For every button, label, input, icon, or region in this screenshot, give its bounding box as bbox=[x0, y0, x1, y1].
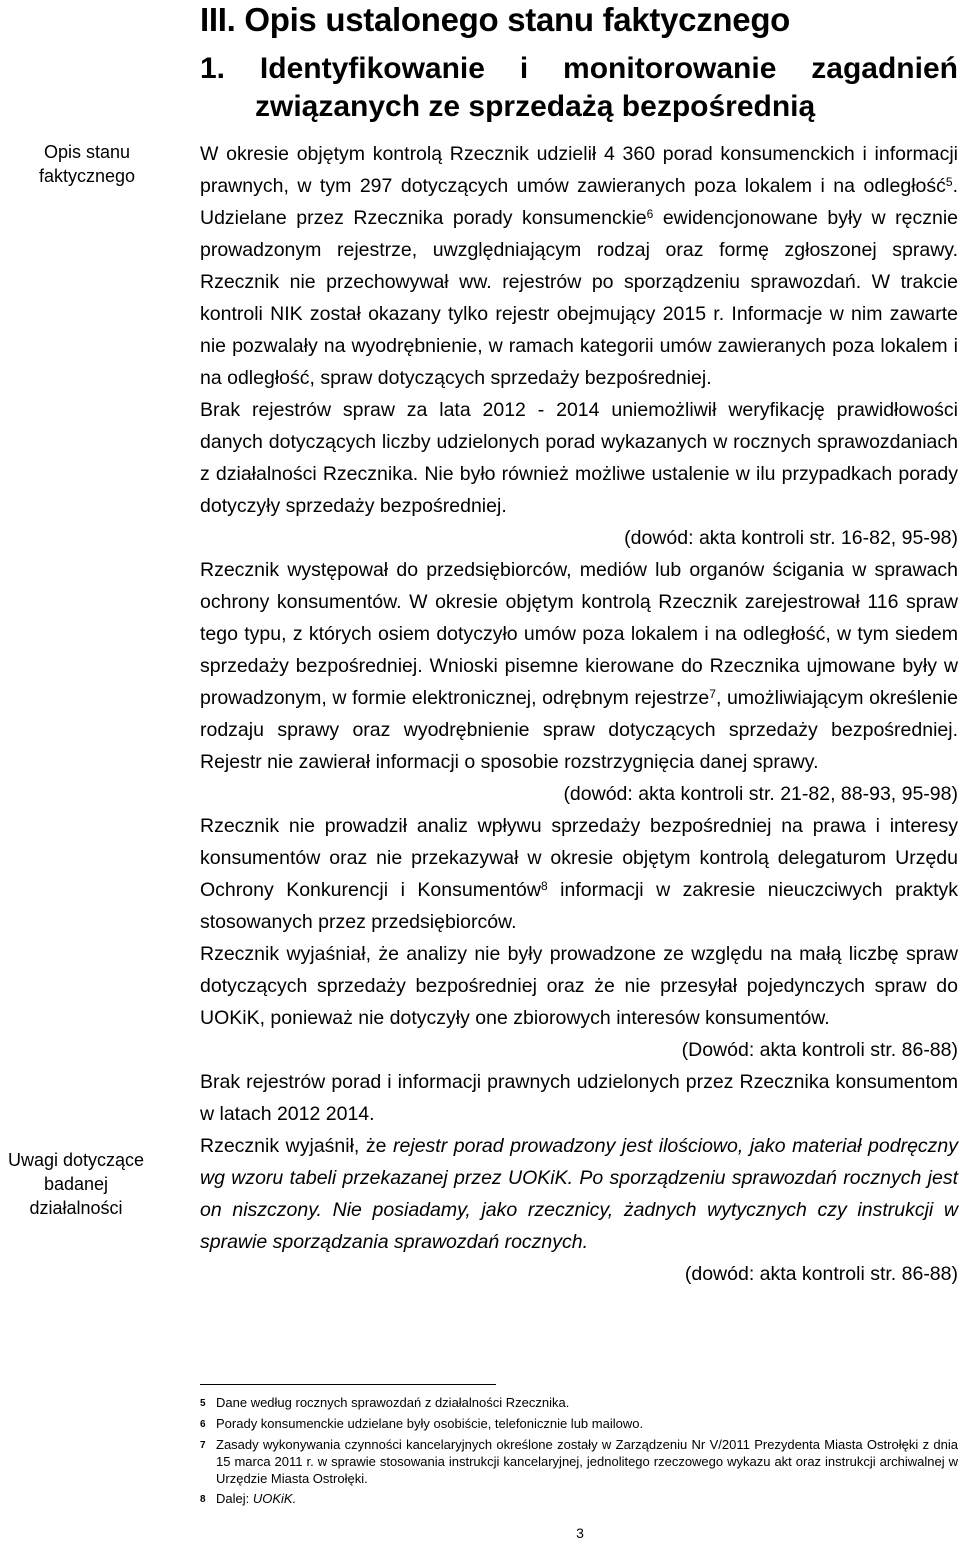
subsection-number: 1. bbox=[200, 52, 226, 85]
page-number-text: 3 bbox=[576, 1525, 584, 1541]
text-run: Rzecznik nie prowadził analiz wpływu sprzedaży bezpośredniej na prawa i interesy konsumentów oraz nie przekazywał w okresie objętym kontrolą delegaturom Urzędu Ochrony Konkurencji i Konsumentów bbox=[200, 815, 958, 901]
footnote-number: 6 bbox=[200, 1419, 206, 1430]
paragraph-2: Brak rejestrów spraw za lata 2012 - 2014 uniemożliwił weryfikację prawidłowości danych dotyczących liczby udzielonych porad wykazanych w rocznych sprawozdaniach z działalności Rzecznika. Nie było również możliwe ustalenie w ilu przypadkach porady dotyczyły sprzedaży bezpośredniej. bbox=[200, 399, 958, 517]
text-run: informacji w zakresie nieuczciwych praktyk stosowanych przez przedsiębiorców. bbox=[200, 879, 958, 933]
subsection-heading bbox=[200, 50, 958, 126]
footnote-number: 5 bbox=[200, 1398, 206, 1409]
sidebar-label-line: badanej działalności bbox=[29, 1174, 123, 1218]
sidebar-label-line: faktycznego bbox=[38, 166, 136, 186]
footnote-text: Dane według rocznych sprawozdań z działalności Rzecznika. bbox=[216, 1395, 570, 1410]
footnote-6 bbox=[200, 1415, 958, 1433]
footnote-7 bbox=[200, 1436, 958, 1487]
subsection-heading-line1 bbox=[200, 50, 958, 88]
body-text bbox=[200, 138, 958, 1290]
footnote-5 bbox=[200, 1394, 958, 1412]
paragraph-1 bbox=[200, 138, 958, 394]
heading-word: i bbox=[519, 52, 529, 85]
footnote-ref-6[interactable]: 6 bbox=[646, 207, 654, 221]
footnote-text: Zasady wykonywania czynności kancelaryjnych określone zostały w Zarządzeniu Nr V/2011 Prezydenta Miasta Ostrołęki z dnia 15 marca 2011 r. w sprawie stosowania instrukcji kancelaryjnej, jednolitego rzeczowego wykazu akt oraz instrukcji archiwalnej w Urzędzie Miasta Ostrołęki. bbox=[216, 1437, 958, 1486]
footnotes bbox=[200, 1394, 958, 1511]
evidence-reference: (dowód: akta kontroli str. 86-88) bbox=[684, 1263, 958, 1285]
text-run: , umożliwiającym określenie rodzaju sprawy oraz wyodrębnienie spraw dotyczących sprzedaży bezpośredniej. Rejestr nie zawierał informacji o sposobie rozstrzygnięcia danej sprawy. bbox=[200, 687, 958, 773]
paragraph-3 bbox=[200, 554, 958, 778]
footnote-ref-5[interactable]: 5 bbox=[945, 175, 953, 189]
paragraph-7 bbox=[200, 1130, 958, 1258]
heading-word: zagadnień bbox=[811, 52, 958, 85]
paragraph-4 bbox=[200, 810, 958, 938]
subsection-heading-line2: związanych ze sprzedażą bezpośrednią bbox=[255, 90, 816, 123]
sidebar-label-line: Opis stanu bbox=[43, 142, 131, 162]
sidebar-label-uwagi bbox=[0, 1148, 152, 1220]
text-run: UOKiK. bbox=[252, 1491, 297, 1506]
footnote-separator bbox=[200, 1384, 496, 1385]
footnote-text bbox=[216, 1490, 958, 1508]
heading-word: monitorowanie bbox=[563, 52, 777, 85]
text-run: ewidencjonowane były w ręcznie prowadzonym rejestrze, uwzględniającym rodzaj oraz formę zgłoszonej sprawy. Rzecznik nie przechowywał ww. rejestrów po sporządzeniu sprawozdań. W trakcie kontroli NIK został okazany tylko rejestr obejmujący 2015 r. Informacje w nim zawarte nie pozwalały na wyodrębnienie, w ramach kategorii umów zawieranych poza lokalem i na odległość, spraw dotyczących sprzedaży bezpośredniej. bbox=[200, 207, 958, 389]
sidebar-label-line: Uwagi dotyczące bbox=[7, 1150, 145, 1170]
text-run: W okresie objętym kontrolą Rzecznik udzielił 4 360 porad konsumenckich i informacji prawnych, w tym 297 dotyczących umów zawieranych poza lokalem i na odległość bbox=[200, 143, 958, 197]
page-number bbox=[0, 1525, 960, 1541]
heading-word: Identyfikowanie bbox=[259, 52, 485, 85]
text-run: Dalej: bbox=[216, 1491, 253, 1506]
footnote-ref-7[interactable]: 7 bbox=[709, 687, 716, 701]
text-run: Rzecznik wyjaśnił, że bbox=[200, 1135, 394, 1157]
evidence-reference: (dowód: akta kontroli str. 16-82, 95-98) bbox=[624, 527, 958, 549]
sidebar-label-opis-stanu bbox=[22, 140, 152, 188]
footnote-number: 8 bbox=[200, 1494, 206, 1505]
footnote-ref-8[interactable]: 8 bbox=[540, 879, 548, 893]
evidence-reference: (dowód: akta kontroli str. 21-82, 88-93, 95-98) bbox=[563, 783, 958, 805]
text-run: . Udzielane przez Rzecznika porady konsumenckie bbox=[200, 175, 958, 229]
footnote-number: 7 bbox=[200, 1440, 206, 1451]
quoted-explanation: rejestr porad prowadzony jest ilościowo, jako materiał podręczny wg wzoru tabeli przekazanej przez UOKiK. Po sporządzeniu sprawozdań rocznych jest on niszczony. Nie posiadamy, jako rzecznicy, żadnych wytycznych czy instrukcji w sprawie sporządzania sprawozdań rocznych. bbox=[200, 1135, 959, 1253]
section-title: III. Opis ustalonego stanu faktycznego bbox=[200, 1, 791, 38]
evidence-reference: (Dowód: akta kontroli str. 86-88) bbox=[681, 1039, 958, 1061]
paragraph-6: Brak rejestrów porad i informacji prawnych udzielonych przez Rzecznika konsumentom w latach 2012 2014. bbox=[200, 1071, 958, 1125]
paragraph-5: Rzecznik wyjaśniał, że analizy nie były prowadzone ze względu na małą liczbę spraw dotyczących sprzedaży bezpośredniej oraz że nie przesyłał pojedynczych spraw do UOKiK, ponieważ nie dotyczyły one zbiorowych interesów konsumentów. bbox=[200, 943, 958, 1029]
text-run: Rzecznik występował do przedsiębiorców, mediów lub organów ścigania w sprawach ochrony konsumentów. W okresie objętym kontrolą Rzecznik zarejestrował 116 spraw tego typu, z których osiem dotyczyło umów poza lokalem i na odległość, w tym siedem sprzedaży bezpośredniej. Wnioski pisemne kierowane do Rzecznika ujmowane były w prowadzonym, w formie elektronicznej, odrębnym rejestrze bbox=[200, 559, 958, 709]
footnote-8 bbox=[200, 1490, 958, 1508]
footnote-text: Porady konsumenckie udzielane były osobiście, telefonicznie lub mailowo. bbox=[216, 1416, 644, 1431]
